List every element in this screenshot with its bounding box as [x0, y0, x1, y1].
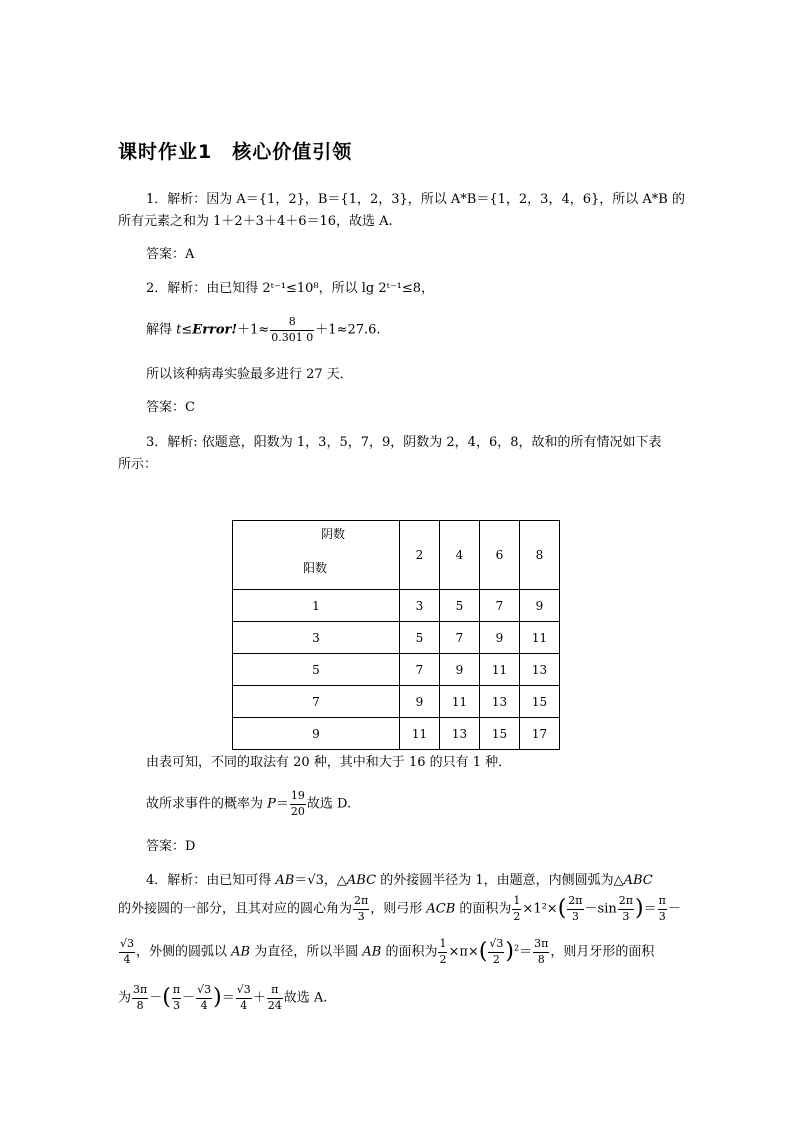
q4-text: 为直径，所以半圆: [250, 944, 363, 960]
table-cell: 9: [440, 654, 480, 686]
col-header: 6: [480, 521, 520, 590]
q3-prefix: 故所求事件的概率为: [146, 796, 268, 812]
q3-line3: 由表可知，不同的取法有 20 种，其中和大于 16 的只有 1 种．: [146, 755, 512, 770]
table-row: [233, 686, 560, 718]
q4-text: 的外接圆的一部分，且其对应的圆心角为: [118, 901, 353, 917]
frac-num: 2π: [618, 895, 634, 910]
frac-den: 8: [537, 952, 545, 966]
q2-frac-den: 0.301 0: [271, 330, 314, 344]
q4-frac: [132, 984, 148, 1012]
table-row: [233, 654, 560, 686]
q4-frac: [438, 938, 447, 966]
table-cell: 9: [520, 590, 560, 622]
q4-line3: [118, 938, 654, 966]
q1-answer: 答案：A: [146, 247, 195, 262]
q4-frac: [512, 895, 521, 923]
q4-frac: [236, 984, 252, 1012]
table-cell: 11: [440, 686, 480, 718]
row-label: 1: [233, 590, 400, 622]
q4-var: ACB: [426, 901, 456, 917]
table-cell: 5: [400, 622, 440, 654]
q4-frac: [567, 895, 583, 923]
q2-frac-num: 8: [270, 316, 314, 331]
q3-tail: 故选 D.: [306, 796, 352, 812]
frac-den: 2: [492, 952, 500, 966]
frac-den: 2: [439, 952, 447, 966]
row-label: 7: [233, 686, 400, 718]
frac-num: π: [267, 984, 283, 999]
left-paren: (: [162, 985, 171, 1011]
q4-var: ABC: [346, 873, 377, 888]
q4-text: －sin: [584, 901, 617, 917]
frac-num: √3: [119, 938, 135, 953]
q4-text: ＋: [252, 990, 266, 1006]
q4-var: AB: [362, 944, 382, 960]
col-header: 8: [520, 521, 560, 590]
row-label: 3: [233, 622, 400, 654]
q4-text: ×1²×: [522, 901, 558, 917]
frac-den: 3: [571, 909, 579, 923]
q4-var: AB: [275, 873, 295, 888]
frac-den: 3: [172, 998, 180, 1012]
q4-frac: [172, 984, 181, 1012]
table-row: [233, 718, 560, 750]
q4-text: 为: [118, 990, 132, 1006]
frac-num: 3π: [533, 938, 549, 953]
q2-t: t: [176, 322, 182, 338]
q4-text: ＝: [221, 990, 235, 1006]
frac-den: 3: [357, 909, 365, 923]
table-cell: 5: [440, 590, 480, 622]
table-cell: 3: [400, 590, 440, 622]
table-cell: 13: [480, 686, 520, 718]
frac-den: 3: [622, 909, 630, 923]
left-paren: (: [478, 939, 488, 965]
q4-frac: [267, 984, 283, 1012]
q4-text: ，则月牙形的面积: [550, 944, 655, 960]
q4-frac: [658, 895, 667, 923]
q3-frac-num: 19: [290, 790, 306, 805]
frac-num: √3: [236, 984, 252, 999]
right-paren: ): [505, 939, 515, 965]
q4-var: AB: [231, 944, 251, 960]
q4-frac: [119, 938, 135, 966]
q4-line1: [146, 874, 653, 887]
frac-num: 2π: [353, 895, 369, 910]
q4-text: ＝: [519, 944, 533, 960]
table-cell: 7: [480, 590, 520, 622]
table-cell: 17: [520, 718, 560, 750]
q2-line1: 2．解析：由已知得 2ᵗ⁻¹≤10⁸，所以 lg 2ᵗ⁻¹≤8，: [146, 281, 435, 296]
frac-den: 4: [200, 998, 208, 1012]
frac-num: √3: [488, 938, 504, 953]
frac-den: 24: [267, 998, 282, 1012]
row-label: 5: [233, 654, 400, 686]
q1-line2: 所有元素之和为 1＋2＋3＋4＋6＝16，故选 A.: [118, 214, 393, 229]
row-label: 9: [233, 718, 400, 750]
q4-frac: [488, 938, 504, 966]
q4-text: －: [182, 990, 196, 1006]
q3-frac-den: 20: [290, 804, 305, 818]
q4-text: －: [149, 990, 163, 1006]
q3-answer: 答案：D: [146, 839, 196, 854]
frac-den: 3: [658, 909, 666, 923]
q3-eq: ＝: [275, 796, 289, 812]
q4-text: 的外接圆半径为 1，由题意，内侧圆弧为△: [376, 873, 624, 888]
q3-P: P: [267, 796, 276, 812]
q2-fraction: [270, 316, 314, 344]
q4-text: 的面积为: [381, 944, 438, 960]
frac-den: 2: [513, 909, 521, 923]
table-row: [233, 590, 560, 622]
exponent: 2: [514, 943, 520, 953]
table-cell: 9: [400, 686, 440, 718]
table-corner-header: [233, 521, 400, 590]
q4-text: 4．解析：由已知可得: [146, 873, 276, 888]
table-cell: 15: [520, 686, 560, 718]
table-row: [233, 622, 560, 654]
q4-line2: [118, 895, 681, 923]
right-paren: ): [634, 896, 644, 922]
q2-line3: 所以该种病毒实验最多进行 27 天．: [146, 367, 353, 382]
q3-line2: 所示：: [118, 457, 158, 472]
q4-line4: [118, 984, 327, 1012]
header-yang: 阳数: [303, 561, 328, 575]
q1-line1: 1．解析：因为 A＝{1，2}，B＝{1，2，3}，所以 A*B＝{1，2，3，4，6}，所以 A*B 的: [146, 192, 685, 207]
q4-var: ABC: [623, 873, 653, 888]
table-cell: 9: [480, 622, 520, 654]
q2-le: ≤: [181, 322, 193, 338]
table-cell: 7: [440, 622, 480, 654]
q4-text: 故选 A.: [283, 990, 328, 1006]
frac-num: 3π: [132, 984, 148, 999]
frac-den: 4: [240, 998, 248, 1012]
frac-num: 1: [438, 938, 447, 953]
q4-frac: [618, 895, 634, 923]
q3-line4: [146, 790, 351, 818]
frac-num: 1: [512, 895, 521, 910]
q2-plus1: ＋1≈: [237, 322, 270, 338]
q4-text: ＝: [643, 901, 657, 917]
frac-num: √3: [196, 984, 212, 999]
table-cell: 11: [520, 622, 560, 654]
q2-prefix: 解得: [146, 322, 177, 338]
q4-text: ，则弓形: [370, 901, 427, 917]
q4-text: 的面积为: [455, 901, 512, 917]
header-yin: 阴数: [321, 527, 346, 541]
q2-tail: ＋1≈27.6.: [315, 322, 381, 338]
table-cell: 15: [480, 718, 520, 750]
q4-text: －: [667, 901, 681, 917]
frac-num: π: [658, 895, 667, 910]
table-cell: 11: [400, 718, 440, 750]
q2-answer: 答案：C: [146, 400, 195, 415]
table-cell: 13: [440, 718, 480, 750]
q4-frac: [353, 895, 369, 923]
frac-den: 8: [136, 998, 144, 1012]
q4-text: ×π×: [448, 944, 479, 960]
q3-line1: 3．解析: 依题意，阳数为 1，3，5，7，9，阴数为 2，4，6，8，故和的所有情况如下表: [146, 435, 662, 450]
sum-table: [232, 520, 560, 750]
q4-frac: [533, 938, 549, 966]
q4-text: ，外侧的圆弧以: [136, 944, 232, 960]
right-paren: ): [213, 985, 222, 1011]
q4-frac: [196, 984, 212, 1012]
q2-line2: [146, 316, 381, 344]
table-cell: 13: [520, 654, 560, 686]
table-cell: 11: [480, 654, 520, 686]
q4-text: ＝√3，△: [294, 873, 347, 888]
frac-den: 4: [123, 952, 131, 966]
q2-error: Error!: [192, 322, 238, 338]
left-paren: (: [557, 896, 567, 922]
q3-fraction: [290, 790, 306, 818]
page-title: 课时作业1 核心价值引领: [118, 141, 353, 163]
frac-num: π: [172, 984, 181, 999]
col-header: 2: [400, 521, 440, 590]
col-header: 4: [440, 521, 480, 590]
table-cell: 7: [400, 654, 440, 686]
frac-num: 2π: [567, 895, 583, 910]
